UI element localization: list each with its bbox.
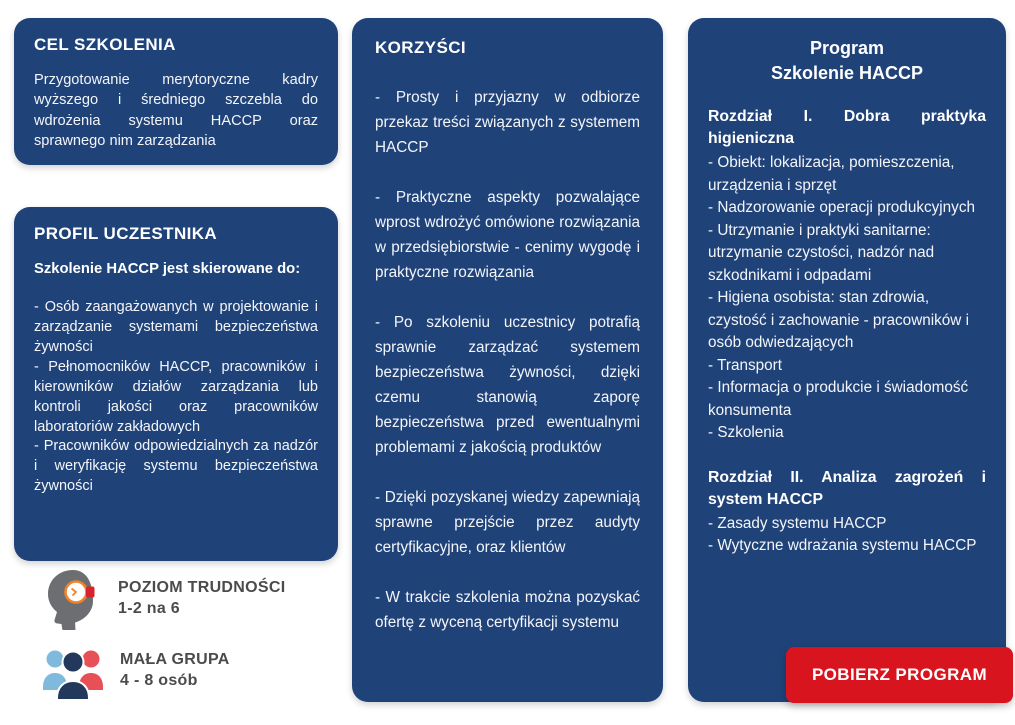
- download-program-button[interactable]: POBIERZ PROGRAM: [786, 647, 1013, 703]
- program-item: - Higiena osobista: stan zdrowia, czystość i zachowanie - pracowników i osób odwiedzających: [708, 289, 969, 351]
- program-item: - Informacja o produkcie i świadomość konsumenta: [708, 379, 969, 419]
- profile-item: - Pracowników odpowiedzialnych za nadzór i weryfikację systemu bezpieczeństwa żywności: [34, 438, 318, 495]
- profile-item: - Osób zaangażowanych w projektowanie i zarządzanie systemami bezpieczeństwa żywności: [34, 299, 318, 356]
- goal-panel: [14, 18, 338, 165]
- profile-item: - Pełnomocników HACCP, pracowników i kierowników działów zarządzania lub kontroli jakości oraz pracowników laboratoriów zakładowych: [34, 358, 318, 435]
- benefits-title: KORZYŚCI: [375, 38, 467, 57]
- program-item: - Utrzymanie i praktyki sanitarne: utrzymanie czystości, nadzór nad szkodnikami i odpadami: [708, 221, 935, 284]
- program-item: - Szkolenia: [708, 424, 784, 441]
- program-item: - Transport: [708, 356, 782, 374]
- goal-body: Przygotowanie merytoryczne kadry wyższego i średniego szczebla do wdrożenia systemu HACCP oraz sprawnego nim zarządzania: [34, 72, 318, 150]
- benefit-item: - Dzięki pozyskanej wiedzy zapewniają sprawne przejście przez audyty certyfikacyjne, oraz klientów: [375, 489, 640, 556]
- program-title: [708, 36, 986, 86]
- program-item: - Zasady systemu HACCP: [708, 514, 887, 532]
- benefit-item: - W trakcie szkolenia można pozyskać ofertę z wyceną certyfikacji systemu: [375, 589, 640, 631]
- difficulty-feature: [42, 568, 332, 630]
- chapter1-heading: Rozdział I. Dobra praktyka higieniczna: [708, 108, 986, 147]
- goal-title: CEL SZKOLENIA: [34, 35, 176, 54]
- chapter1-items: [708, 152, 986, 445]
- chapter2-heading: Rozdział II. Analiza zagrożeń i system HACCP: [708, 468, 986, 508]
- program-title-line2: Szkolenie HACCP: [770, 63, 924, 83]
- group-size-feature: [42, 642, 332, 700]
- benefit-item: - Praktyczne aspekty pozwalające wprost wdrożyć omówione rozwiązania w przedsiębiorstwie - cenimy wygodę i praktyczne rozwiązania: [375, 189, 640, 281]
- benefit-item: - Po szkoleniu uczestnicy potrafią sprawnie zarządzać systemem bezpieczeństwa żywności, dzięki czemu stanowią zaporę bezpieczeństwa przed ewentualnymi problemami z jakością produktów: [375, 314, 640, 456]
- difficulty-level-icon: [42, 568, 102, 630]
- benefits-panel: [352, 18, 663, 702]
- program-title-line1: Program: [809, 38, 885, 58]
- feature-value: 4 - 8 osób: [120, 672, 198, 689]
- program-item: - Wytyczne wdrażania systemu HACCP: [708, 537, 977, 554]
- feature-title: POZIOM TRUDNOŚCI: [118, 579, 286, 597]
- benefits-list: [375, 85, 640, 635]
- group-size-label: [120, 650, 230, 692]
- chapter2-items: [708, 513, 986, 558]
- program-item: - Nadzorowanie operacji produkcyjnych: [708, 199, 975, 216]
- benefit-item: - Prosty i przyjazny w odbiorze przekaz treści związanych z systemem HACCP: [375, 89, 640, 156]
- difficulty-label: [118, 578, 285, 620]
- profile-intro: Szkolenie HACCP jest skierowane do:: [34, 261, 301, 277]
- feature-list: [42, 568, 332, 712]
- profile-title: PROFIL UCZESTNIKA: [34, 224, 218, 243]
- feature-value: 1-2 na 6: [118, 600, 180, 617]
- profile-items: [34, 298, 318, 497]
- feature-title: MAŁA GRUPA: [120, 651, 230, 669]
- program-panel: [688, 18, 1006, 702]
- profile-panel: [14, 207, 338, 561]
- program-item: - Obiekt: lokalizacja, pomieszczenia, urządzenia i sprzęt: [708, 154, 955, 194]
- small-group-icon: [42, 642, 104, 700]
